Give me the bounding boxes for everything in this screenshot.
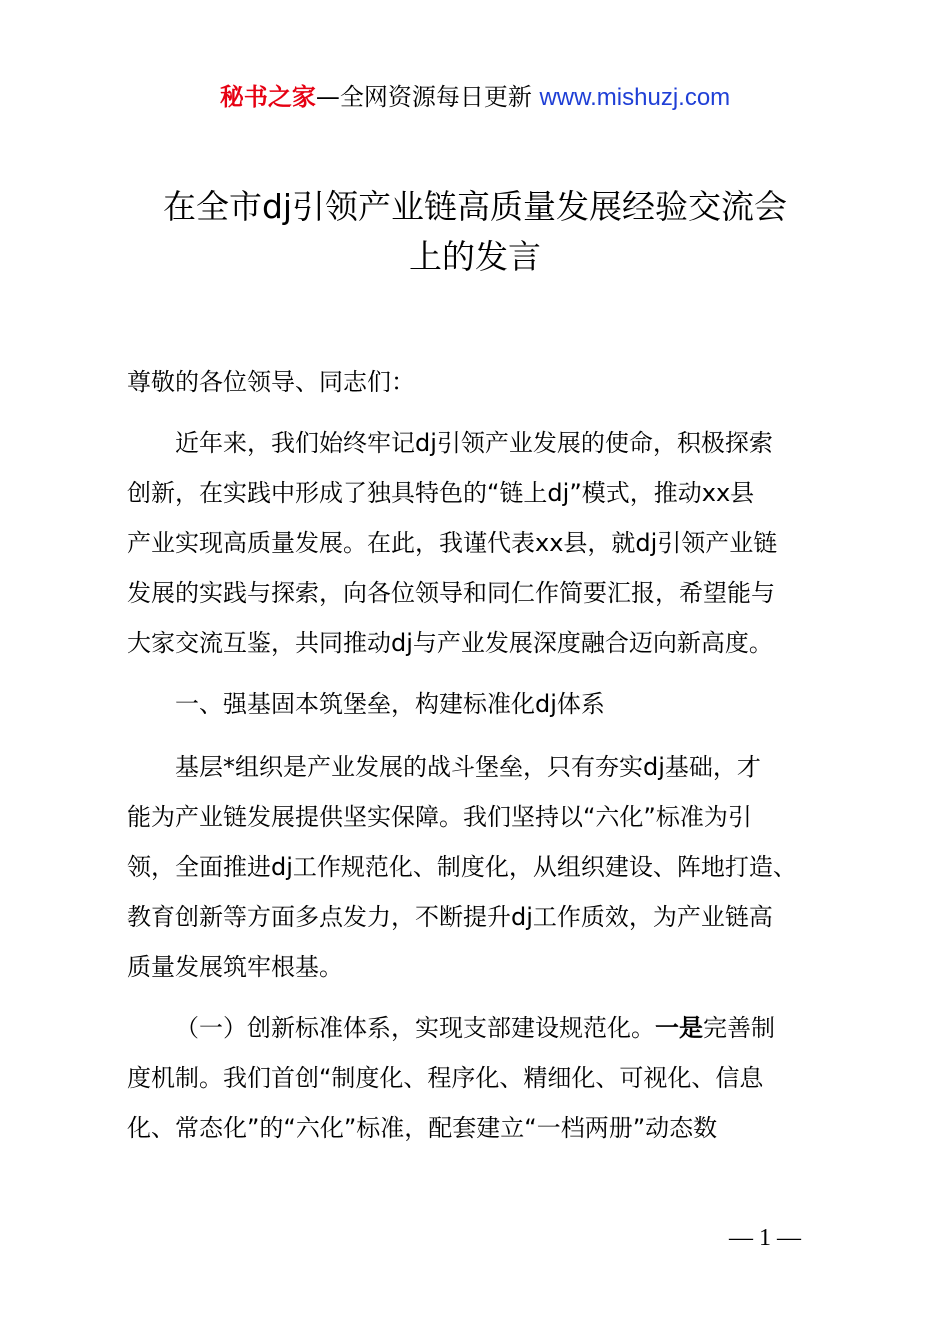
paragraph-line: 发展的实践与探索，向各位领导和同仁作简要汇报，希望能与 xyxy=(127,579,775,607)
paragraph-line: 创新，在实践中形成了独具特色的“链上dj”模式，推动xx县 xyxy=(127,479,755,507)
paragraph-line: 领，全面推进dj工作规范化、制度化，从组织建设、阵地打造、 xyxy=(127,853,797,881)
document-title xyxy=(110,182,840,282)
page-number: — 1 — xyxy=(729,1225,801,1251)
site-url-link[interactable]: www.mishuzj.com xyxy=(539,84,731,111)
subsection-heading: （一）创新标准体系，实现支部建设规范化。 xyxy=(175,1014,655,1042)
paragraph-line: 能为产业链发展提供坚实保障。我们坚持以“六化”标准为引 xyxy=(127,803,752,831)
section-heading-text: 一、强基固本筑堡垒，构建标准化dj体系 xyxy=(175,690,605,718)
paragraph-text: 完善制 xyxy=(703,1014,775,1042)
emphasis-label: 一是 xyxy=(655,1014,703,1042)
paragraph-line: 度机制。我们首创“制度化、程序化、精细化、可视化、信息 xyxy=(127,1064,764,1092)
section-heading-1 xyxy=(127,679,839,729)
title-line-2: 上的发言 xyxy=(409,237,541,276)
brand-name: 秘书之家 xyxy=(219,83,316,111)
paragraph-line xyxy=(127,1003,839,1053)
paragraph-subsection1 xyxy=(127,1003,839,1153)
salutation xyxy=(127,357,839,407)
paragraph-line: 质量发展筑牢根基。 xyxy=(127,953,343,981)
paragraph-line: 近年来，我们始终牢记dj引领产业发展的使命，积极探索 xyxy=(175,429,773,457)
title-line-1: 在全市dj引领产业链高质量发展经验交流会 xyxy=(162,187,788,226)
paragraph-section1 xyxy=(127,742,839,992)
site-header xyxy=(0,80,950,115)
paragraph-line: 化、常态化”的“六化”标准，配套建立“一档两册”动态数 xyxy=(127,1114,718,1142)
paragraph-line: 产业实现高质量发展。在此，我谨代表xx县，就dj引领产业链 xyxy=(127,529,778,557)
paragraph-line: 教育创新等方面多点发力，不断提升dj工作质效，为产业链高 xyxy=(127,903,773,931)
header-tagline: —全网资源每日更新 xyxy=(315,83,532,111)
paragraph-line: 基层*组织是产业发展的战斗堡垒，只有夯实dj基础，才 xyxy=(175,753,761,781)
paragraph-intro xyxy=(127,418,839,668)
paragraph-line: 大家交流互鉴，共同推动dj与产业发展深度融合迈向新高度。 xyxy=(127,629,773,657)
salutation-text: 尊敬的各位领导、同志们： xyxy=(127,368,415,396)
